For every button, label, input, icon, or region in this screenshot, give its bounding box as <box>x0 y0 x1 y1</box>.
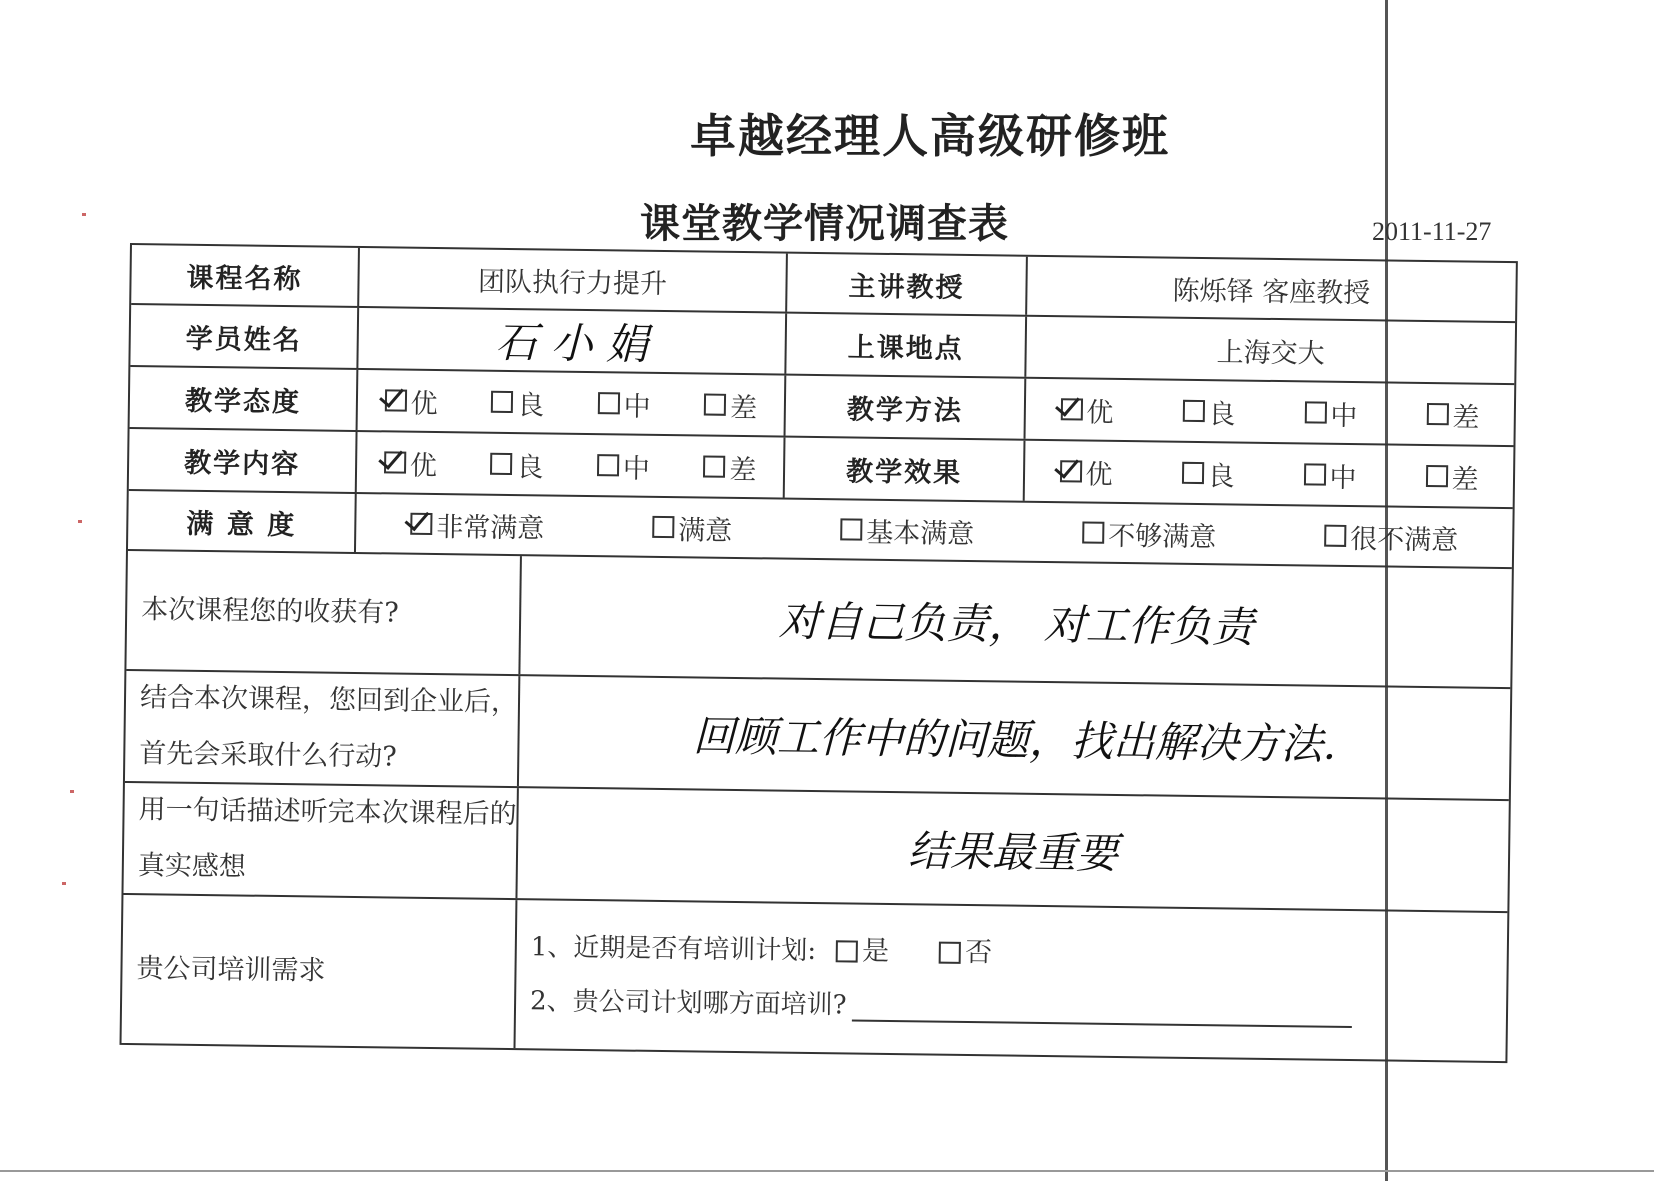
checkbox-icon[interactable] <box>1304 401 1326 423</box>
checkbox-icon[interactable] <box>598 392 620 414</box>
answer-feeling-handwritten: 结果最重要 <box>907 826 1119 878</box>
satisfaction-label: 满 意 度 <box>128 491 357 552</box>
student-name-handwritten: 石 小 娟 <box>358 308 787 374</box>
checkbox-icon[interactable] <box>1303 463 1325 485</box>
attitude-options <box>358 370 787 436</box>
checkbox-checked-icon[interactable] <box>384 451 406 473</box>
row-action <box>125 671 1510 801</box>
checkbox-icon[interactable] <box>836 940 858 962</box>
lecturer-label: 主讲教授 <box>787 254 1028 315</box>
scan-speck <box>62 882 66 885</box>
lecturer-value: 陈烁铎 客座教授 <box>1172 275 1371 309</box>
answer-action-handwritten: 回顾工作中的问题，找出解决方法. <box>692 711 1337 769</box>
option-yes[interactable]: 是 <box>836 924 890 979</box>
checkbox-icon[interactable] <box>1082 521 1104 543</box>
checkbox-checked-icon[interactable] <box>385 389 407 411</box>
checkbox-checked-icon[interactable] <box>410 513 432 535</box>
option-poor[interactable]: 差 <box>704 385 758 425</box>
answer-gains-handwritten: 对自己负责， 对工作负责 <box>778 596 1255 652</box>
option-good[interactable]: 良 <box>490 444 544 484</box>
content-options <box>357 432 786 498</box>
training-area-question: 2、贵公司计划哪方面培训? <box>530 974 1353 1039</box>
option-poor[interactable]: 差 <box>703 447 757 487</box>
option-fair[interactable]: 中 <box>597 384 651 424</box>
checkbox-checked-icon[interactable] <box>1060 398 1082 420</box>
option-poor[interactable]: 差 <box>1426 394 1480 434</box>
effect-label: 教学效果 <box>785 438 1026 501</box>
option-good[interactable]: 良 <box>1182 391 1236 431</box>
option-fair[interactable]: 中 <box>1304 393 1358 433</box>
checkbox-icon[interactable] <box>1324 525 1346 547</box>
method-label: 教学方法 <box>786 376 1027 439</box>
checkbox-icon[interactable] <box>704 394 726 416</box>
course-name-value: 团队执行力提升 <box>359 248 788 312</box>
row-training <box>122 895 1508 1061</box>
option-good[interactable]: 良 <box>491 382 545 422</box>
effect-options <box>1025 441 1514 507</box>
question-action-label: 结合本次课程，您回到企业后，首先会采取什么行动? <box>125 671 520 786</box>
checkbox-icon[interactable] <box>703 456 725 478</box>
option-excellent[interactable]: 优 <box>1059 452 1113 492</box>
checkbox-icon[interactable] <box>840 518 862 540</box>
training-plan-question: 1、近期是否有培训计划: 是 否 <box>530 920 992 980</box>
student-label: 学员姓名 <box>130 305 359 368</box>
checkbox-icon[interactable] <box>652 516 674 538</box>
checkbox-icon[interactable] <box>939 942 961 964</box>
attitude-label: 教学态度 <box>130 367 359 430</box>
training-questions <box>515 900 1507 1061</box>
checkbox-icon[interactable] <box>491 391 513 413</box>
method-options <box>1026 379 1515 445</box>
option-no[interactable]: 否 <box>939 926 993 981</box>
location-label: 上课地点 <box>786 314 1027 377</box>
option-satisfied[interactable]: 满意 <box>652 507 733 547</box>
form-title: 卓越经理人高级研修班 <box>690 109 1170 163</box>
scan-speck <box>78 520 82 523</box>
option-excellent[interactable]: 优 <box>1060 390 1114 430</box>
checkbox-icon[interactable] <box>1426 403 1448 425</box>
option-excellent[interactable]: 优 <box>384 443 438 483</box>
row-feeling <box>123 783 1508 913</box>
checkbox-icon[interactable] <box>1181 462 1203 484</box>
content-label: 教学内容 <box>129 429 358 492</box>
training-label: 贵公司培训需求 <box>122 895 518 1048</box>
option-poor[interactable]: 差 <box>1425 456 1479 496</box>
course-name-label: 课程名称 <box>131 245 360 306</box>
survey-table <box>120 243 1518 1063</box>
checkbox-icon[interactable] <box>1182 400 1204 422</box>
row-gains <box>126 551 1511 689</box>
scan-bottom-line <box>0 1170 1654 1172</box>
form-subtitle: 课堂教学情况调查表 <box>640 201 1009 247</box>
question-gains-label: 本次课程您的收获有? <box>126 551 522 674</box>
option-basically-satisfied[interactable]: 基本满意 <box>840 510 974 551</box>
checkbox-icon[interactable] <box>490 453 512 475</box>
option-good[interactable]: 良 <box>1181 453 1235 493</box>
option-very-unsatisfied[interactable]: 很不满意 <box>1324 516 1458 557</box>
scan-speck <box>82 213 86 216</box>
location-value: 上海交大 <box>1216 336 1325 370</box>
option-very-satisfied[interactable]: 非常满意 <box>410 504 544 545</box>
question-feeling-label: 用一句话描述听完本次课程后的真实感想 <box>123 783 518 898</box>
form-date: 2011-11-27 <box>1372 217 1492 246</box>
option-not-satisfied[interactable]: 不够满意 <box>1082 513 1216 554</box>
scan-speck <box>70 790 74 793</box>
option-fair[interactable]: 中 <box>1303 455 1357 495</box>
checkbox-checked-icon[interactable] <box>1059 460 1081 482</box>
option-excellent[interactable]: 优 <box>384 381 438 421</box>
training-area-blank[interactable] <box>852 990 1352 1029</box>
checkbox-icon[interactable] <box>1425 465 1447 487</box>
checkbox-icon[interactable] <box>597 454 619 476</box>
option-fair[interactable]: 中 <box>597 446 651 486</box>
